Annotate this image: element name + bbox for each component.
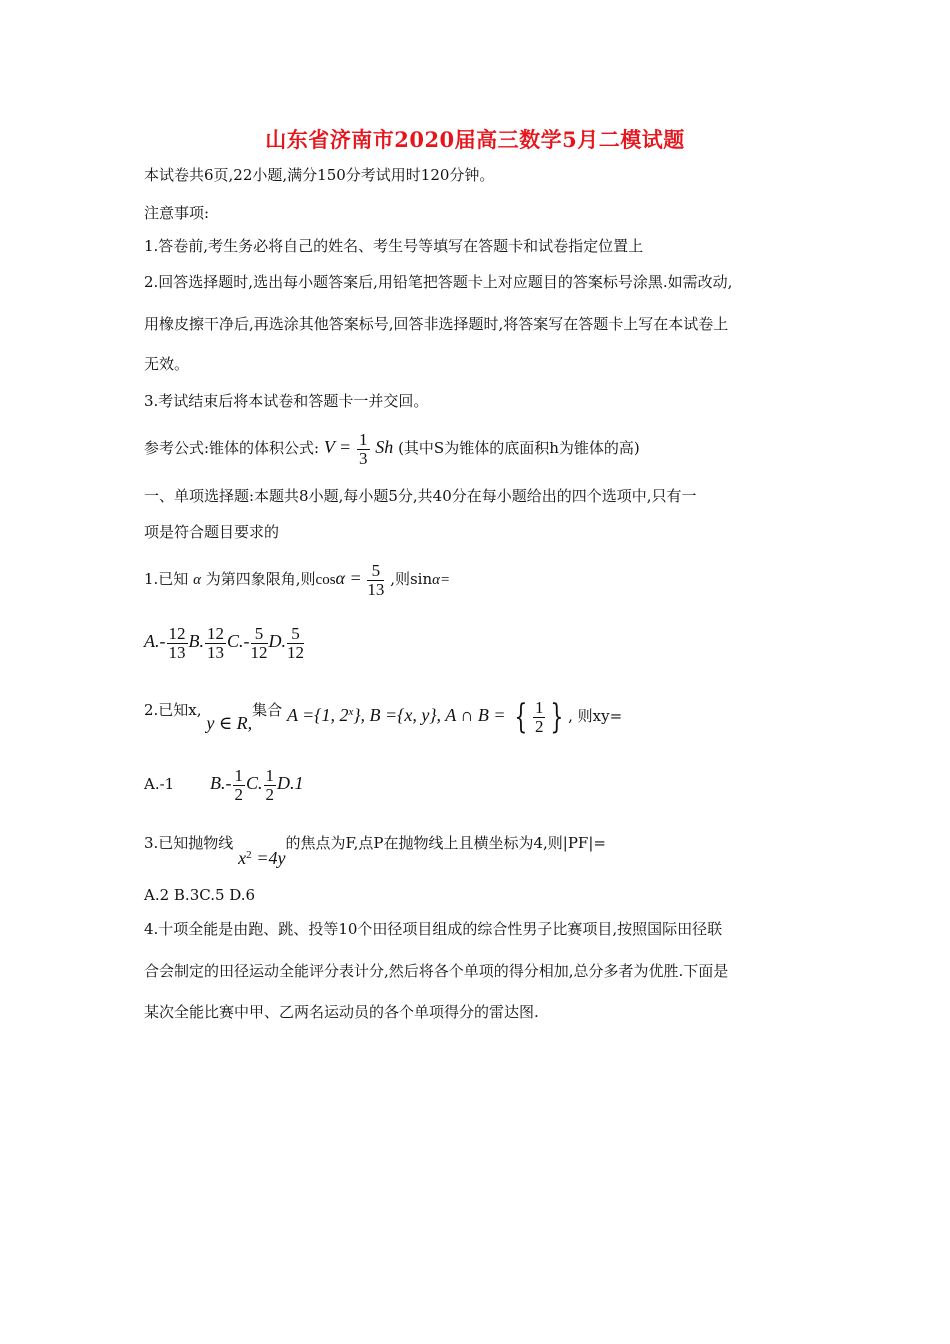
q1-option-b-num: 12	[207, 624, 224, 644]
q3-x: x	[238, 848, 247, 868]
q4-line-3: 某次全能比赛中甲、乙两名运动员的各个单项得分的雷达图.	[144, 1003, 539, 1021]
q2-numerator: 1	[534, 697, 544, 717]
q1-suffix: ,则sin	[390, 570, 433, 588]
q1-option-a-num: 12	[168, 624, 186, 644]
q1-option-b-den: 13	[207, 643, 224, 663]
question-1	[144, 556, 450, 602]
q1-option-a-den: 13	[168, 643, 186, 663]
question-2	[144, 682, 622, 751]
q1-option-d-label: D.	[268, 631, 286, 651]
intro-text: 本试卷共6页,22小题,满分150分考试用时120分钟。	[144, 166, 495, 184]
q2-option-b-num: 1	[234, 765, 243, 785]
q3-superscript: 2	[246, 849, 252, 861]
q2-option-a: A.-1	[144, 775, 175, 793]
formula-rhs: Sh	[375, 437, 394, 457]
q1-option-d-den: 12	[287, 643, 304, 663]
q1-numerator: 5	[367, 562, 384, 581]
q2-set-b: }, B ={x, y}, A ∩ B =	[353, 705, 506, 725]
q2-set-word: 集合	[252, 701, 283, 719]
formula-fraction	[357, 431, 370, 468]
q2-y-in-r: y ∈ R,	[206, 713, 253, 733]
q2-denominator: 2	[534, 716, 544, 736]
q3-options: A.2 B.3C.5 D.6	[144, 886, 256, 904]
q3-equation	[238, 835, 285, 879]
note-1: 1.答卷前,考生务必将自己的姓名、考生号等填写在答题卡和试卷指定位置上	[144, 237, 644, 255]
q3-eq: =4y	[256, 848, 286, 868]
q1-fraction	[367, 562, 384, 599]
section-1-line-1: 一、单项选择题:本题共8小题,每小题5分,共40分在每小题给出的四个选项中,只有一	[144, 487, 697, 505]
q2-left-brace: {	[514, 697, 528, 737]
q3-suffix: 的焦点为F,点P在抛物线上且横坐标为4,则|PF|=	[285, 834, 606, 852]
q2-option-c-fraction	[264, 767, 277, 804]
q2-option-c-den: 2	[265, 784, 275, 804]
note-2-line-1: 2.回答选择题时,选出每小题答案后,用铅笔把答题卡上对应题目的答案标号涂黑.如需改动,	[144, 273, 733, 291]
q2-options	[144, 760, 304, 807]
formula-numerator: 1	[359, 429, 368, 449]
q2-prefix: 2.已知x,	[144, 701, 202, 719]
q1-option-a-label: A.-	[144, 631, 166, 651]
q2-option-b-den: 2	[234, 784, 243, 804]
note-2-line-2: 用橡皮擦干净后,再选涂其他答案标号,回答非选择题时,将答案写在答题卡上写在本试卷上	[144, 315, 729, 333]
q1-prefix: 1.已知	[144, 570, 189, 588]
q2-option-b-fraction	[233, 767, 246, 804]
q1-option-c-label: C.-	[227, 631, 250, 651]
q3-prefix: 3.已知抛物线	[144, 834, 234, 852]
q1-option-b-fraction	[205, 625, 226, 662]
q1-cos: cos	[315, 572, 336, 588]
reference-formula	[144, 426, 640, 469]
page-title: 山东省济南市2020届高三数学5月二模试题	[265, 127, 685, 152]
q2-superscript: x	[348, 706, 354, 718]
q1-alpha: α	[193, 572, 201, 588]
q1-option-c-num: 5	[251, 625, 268, 644]
q1-mid: 为第四象限角,则	[205, 570, 316, 588]
q1-option-c-den: 12	[250, 643, 268, 663]
q2-suffix: , 则xy=	[568, 707, 623, 725]
section-1-line-2: 项是符合题目要求的	[144, 523, 280, 541]
note-2-line-3: 无效。	[144, 355, 190, 373]
q1-option-c-fraction	[251, 625, 268, 662]
q2-option-d: D.1	[277, 773, 304, 793]
q2-option-b-label: B.-	[210, 773, 232, 793]
formula-suffix: (其中S为锥体的底面积h为锥体的高)	[398, 439, 640, 457]
q1-option-a-fraction	[167, 625, 188, 662]
q1-denominator: 13	[367, 579, 385, 599]
q1-option-d-fraction	[287, 625, 304, 662]
q1-alpha-end: α=	[432, 572, 451, 588]
q1-option-d-num: 5	[287, 625, 304, 644]
q1-options	[144, 618, 305, 666]
question-3	[144, 823, 606, 879]
notes-heading: 注意事项:	[144, 204, 210, 222]
q1-option-b-label: B.	[188, 631, 204, 651]
q2-fraction	[533, 699, 546, 736]
q4-line-2: 合会制定的田径运动全能评分表计分,然后将各个单项的得分相加,总分多者为优胜.下面是	[144, 962, 729, 980]
note-3: 3.考试结束后将本试卷和答题卡一并交回。	[144, 392, 429, 410]
q2-option-c-num: 1	[265, 765, 275, 785]
q2-right-brace: }	[550, 697, 564, 737]
formula-prefix: 参考公式:锥体的体积公式:	[144, 439, 320, 457]
formula-denominator: 3	[359, 448, 368, 468]
q1-alpha-eq: α =	[335, 568, 362, 588]
q2-option-c-label: C.	[246, 773, 263, 793]
q4-line-1: 4.十项全能是由跑、跳、投等10个田径项目组成的综合性男子比赛项目,按照国际田径联	[144, 920, 723, 938]
formula-lhs: V =	[323, 437, 352, 457]
q2-set-a: A ={1, 2	[286, 705, 349, 725]
